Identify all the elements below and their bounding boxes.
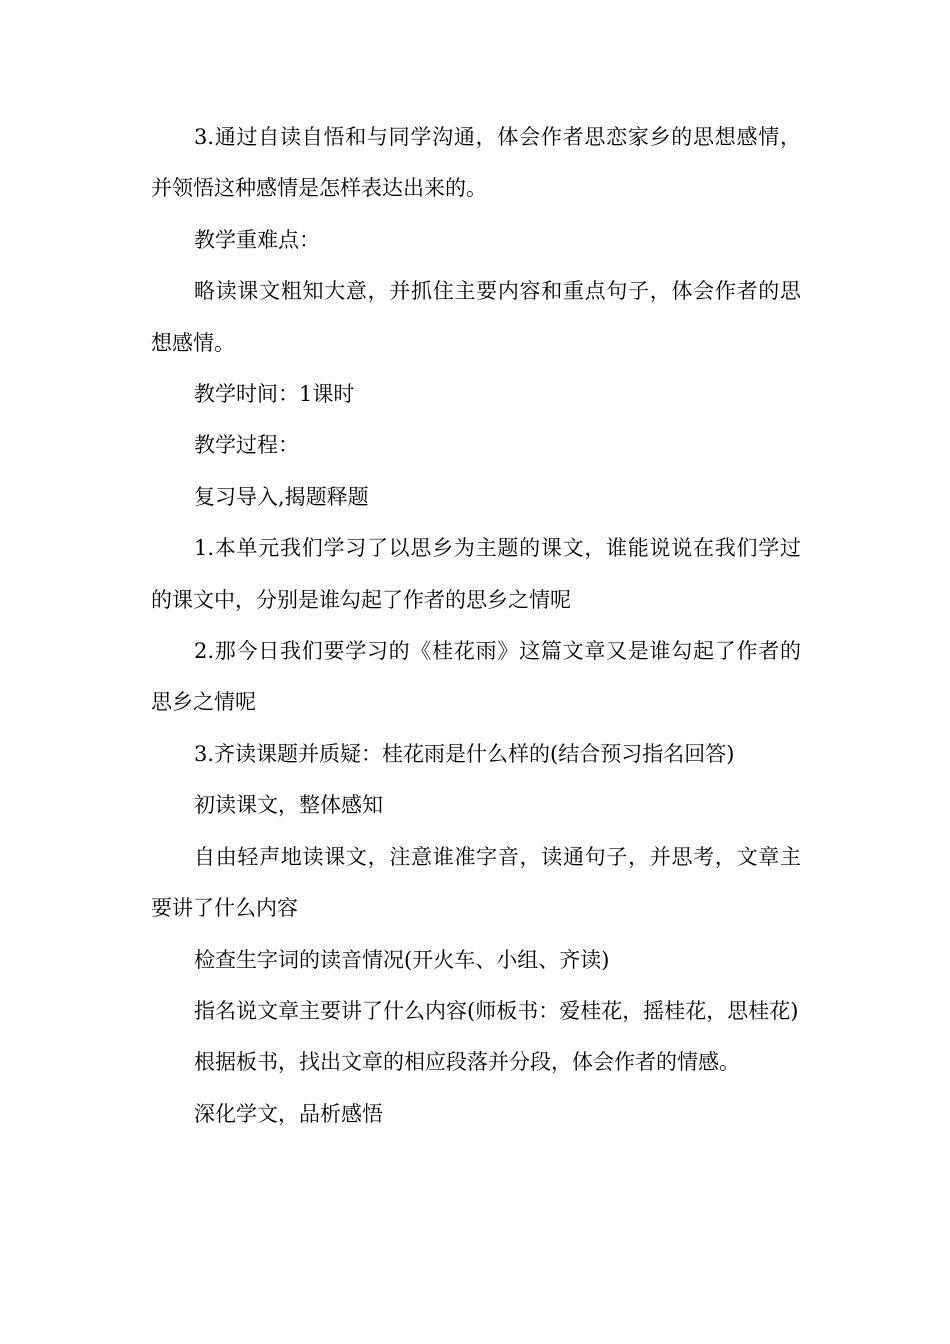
document-body — [151, 112, 801, 1140]
paragraph-review-1: 1.本单元我们学习了以思乡为主题的课文，谁能说说在我们学过的课文中，分别是谁勾起了作者的思乡之情呢 — [151, 536, 801, 612]
paragraph-review-2: 2.那今日我们要学习的《桂花雨》这篇文章又是谁勾起了作者的思乡之情呢 — [151, 639, 801, 715]
paragraph-teaching-time: 教学时间：1课时 — [194, 382, 355, 407]
paragraph-free-reading: 自由轻声地读课文，注意谁准字音，读通句子，并思考，文章主要讲了什么内容 — [151, 844, 801, 921]
paragraph-review-intro: 复习导入,揭题释题 — [194, 484, 369, 509]
paragraph-key-points: 略读课文粗知大意，并抓住主要内容和重点句子，体会作者的思想感情。 — [151, 279, 801, 355]
paragraph-deepen-heading: 深化学文，品析感悟 — [194, 1101, 383, 1126]
paragraph-key-points-heading: 教学重难点： — [194, 227, 320, 252]
paragraph-check-pronunciation: 检查生字词的读音情况(开火车、小组、齐读) — [194, 947, 610, 972]
paragraph-process-heading: 教学过程： — [194, 433, 299, 458]
paragraph-goal-3: 3.通过自读自悟和与同学沟通，体会作者思恋家乡的思想感情，并领悟这种感情是怎样表达出来的。 — [151, 125, 801, 201]
paragraph-review-3: 3.齐读课题并质疑：桂花雨是什么样的(结合预习指名回答) — [194, 741, 735, 766]
paragraph-first-reading-heading: 初读课文，整体感知 — [194, 793, 383, 818]
paragraph-find-sections: 根据板书，找出文章的相应段落并分段，体会作者的情感。 — [194, 1050, 740, 1075]
paragraph-main-content: 指名说文章主要讲了什么内容(师板书：爱桂花，摇桂花，思桂花) — [194, 998, 799, 1023]
